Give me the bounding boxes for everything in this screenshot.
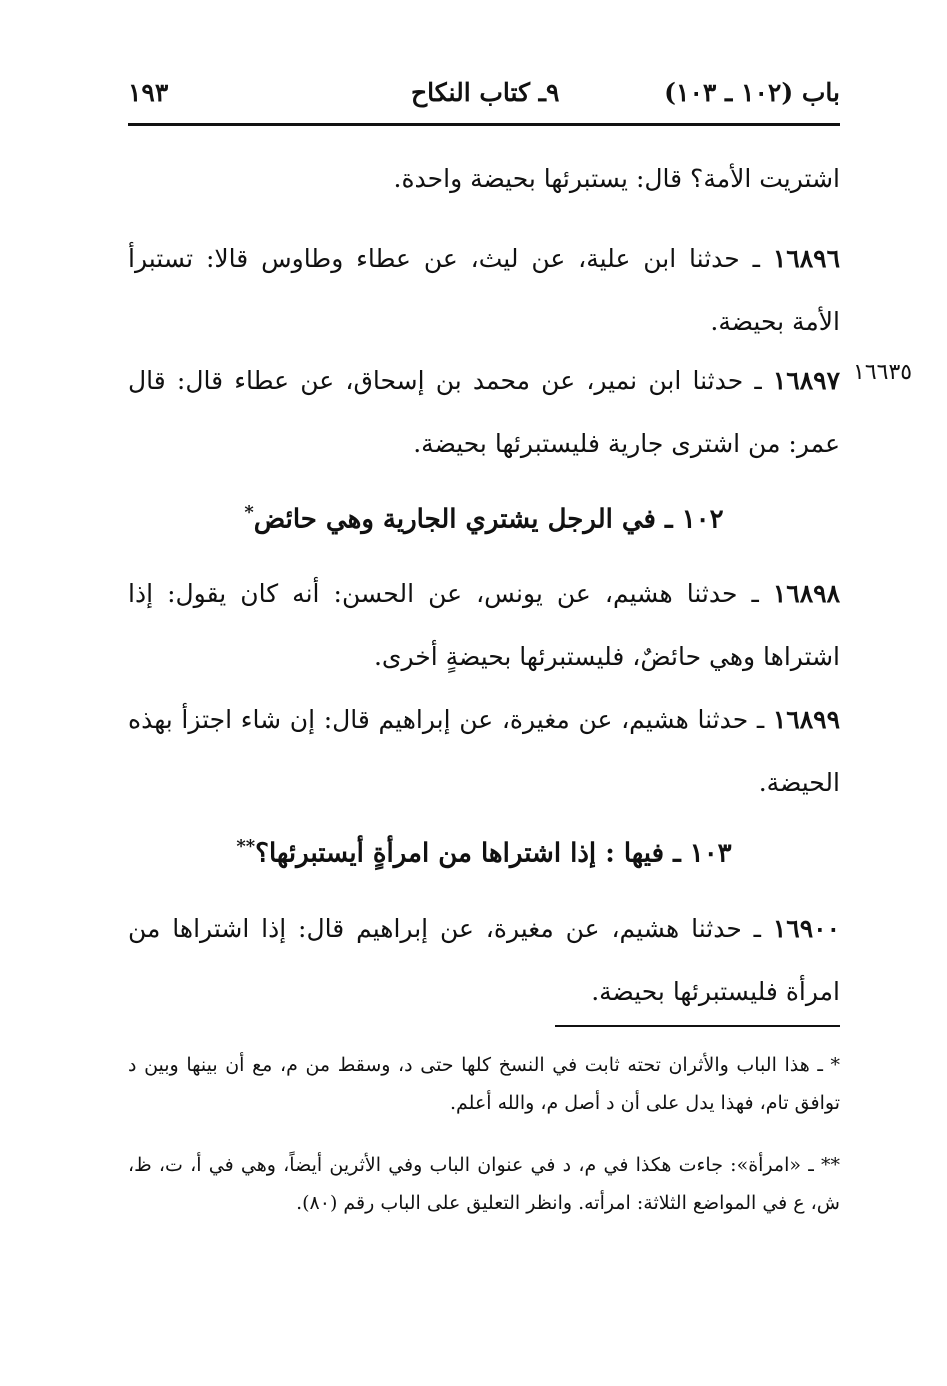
margin-reference-number: ١٦٦٣٥ bbox=[853, 360, 913, 385]
hadith-16896 bbox=[128, 227, 840, 353]
section-heading-102 bbox=[128, 502, 840, 535]
hadith-number: ١٦٨٩٧ bbox=[772, 366, 840, 395]
hadith-16900 bbox=[128, 897, 840, 1023]
footnote-text: ** ـ «امرأة»: جاءت هكذا في م، د في عنوان الباب وفي الأثرين أيضاً، وهي في أ، ت، ظ، ش، ع في المواضع الثلاثة: امرأته. وانظر التعليق على الباب رقم (٨٠). bbox=[128, 1154, 840, 1214]
header-divider bbox=[128, 123, 840, 126]
section-title-text: ١٠٣ ـ فيها : إذا اشتراها من امرأةٍ أيستبرئها؟ bbox=[255, 838, 732, 869]
hadith-16898 bbox=[128, 562, 840, 688]
hadith-16899 bbox=[128, 688, 840, 814]
hadith-text: ـ حدثنا هشيم، عن مغيرة، عن إبراهيم قال: إذا اشتراها من امرأة فليستبرئها بحيضة. bbox=[128, 914, 840, 1006]
hadith-16897 bbox=[128, 349, 840, 475]
paragraph-continuation bbox=[128, 147, 840, 210]
footnote-2 bbox=[128, 1146, 840, 1222]
hadith-number: ١٦٩٠٠ bbox=[772, 914, 840, 943]
hadith-text: ـ حدثنا هشيم، عن يونس، عن الحسن: أنه كان يقول: إذا اشتراها وهي حائضٌ، فليستبرئها بحيضةٍ أخرى. bbox=[128, 579, 840, 671]
hadith-number: ١٦٨٩٩ bbox=[772, 705, 840, 734]
book-title: ٩ـ كتاب النكاح bbox=[411, 78, 560, 107]
page-header bbox=[128, 78, 840, 118]
section-title-text: ١٠٢ ـ في الرجل يشتري الجارية وهي حائض bbox=[253, 504, 724, 535]
page-number: ١٩٣ bbox=[128, 78, 169, 107]
footnote-text: * ـ هذا الباب والأثران تحته ثابت في النسخ كلها حتى د، وسقط من م، مع أن بينها وبين د توافق تام، فهذا يدل على أن د أصل م، والله أعلم. bbox=[128, 1054, 840, 1114]
hadith-text: ـ حدثنا ابن نمير، عن محمد بن إسحاق، عن عطاء قال: قال عمر: من اشترى جارية فليستبرئها بحيضة. bbox=[128, 366, 840, 458]
footnote-marker: * bbox=[244, 502, 254, 523]
hadith-number: ١٦٨٩٨ bbox=[772, 579, 840, 608]
chapter-range: باب (١٠٢ ـ ١٠٣) bbox=[664, 78, 840, 107]
paragraph-text: اشتريت الأمة؟ قال: يستبرئها بحيضة واحدة. bbox=[393, 164, 840, 193]
hadith-text: ـ حدثنا هشيم، عن مغيرة، عن إبراهيم قال: إن شاء اجتزأ بهذه الحيضة. bbox=[128, 705, 840, 797]
footnote-marker: ** bbox=[236, 836, 256, 857]
footnote-divider bbox=[555, 1025, 840, 1027]
hadith-text: ـ حدثنا ابن علية، عن ليث، عن عطاء وطاوس قالا: تستبرأ الأمة بحيضة. bbox=[128, 244, 840, 336]
footnote-1 bbox=[128, 1046, 840, 1122]
section-heading-103 bbox=[128, 836, 840, 869]
hadith-number: ١٦٨٩٦ bbox=[772, 244, 840, 273]
